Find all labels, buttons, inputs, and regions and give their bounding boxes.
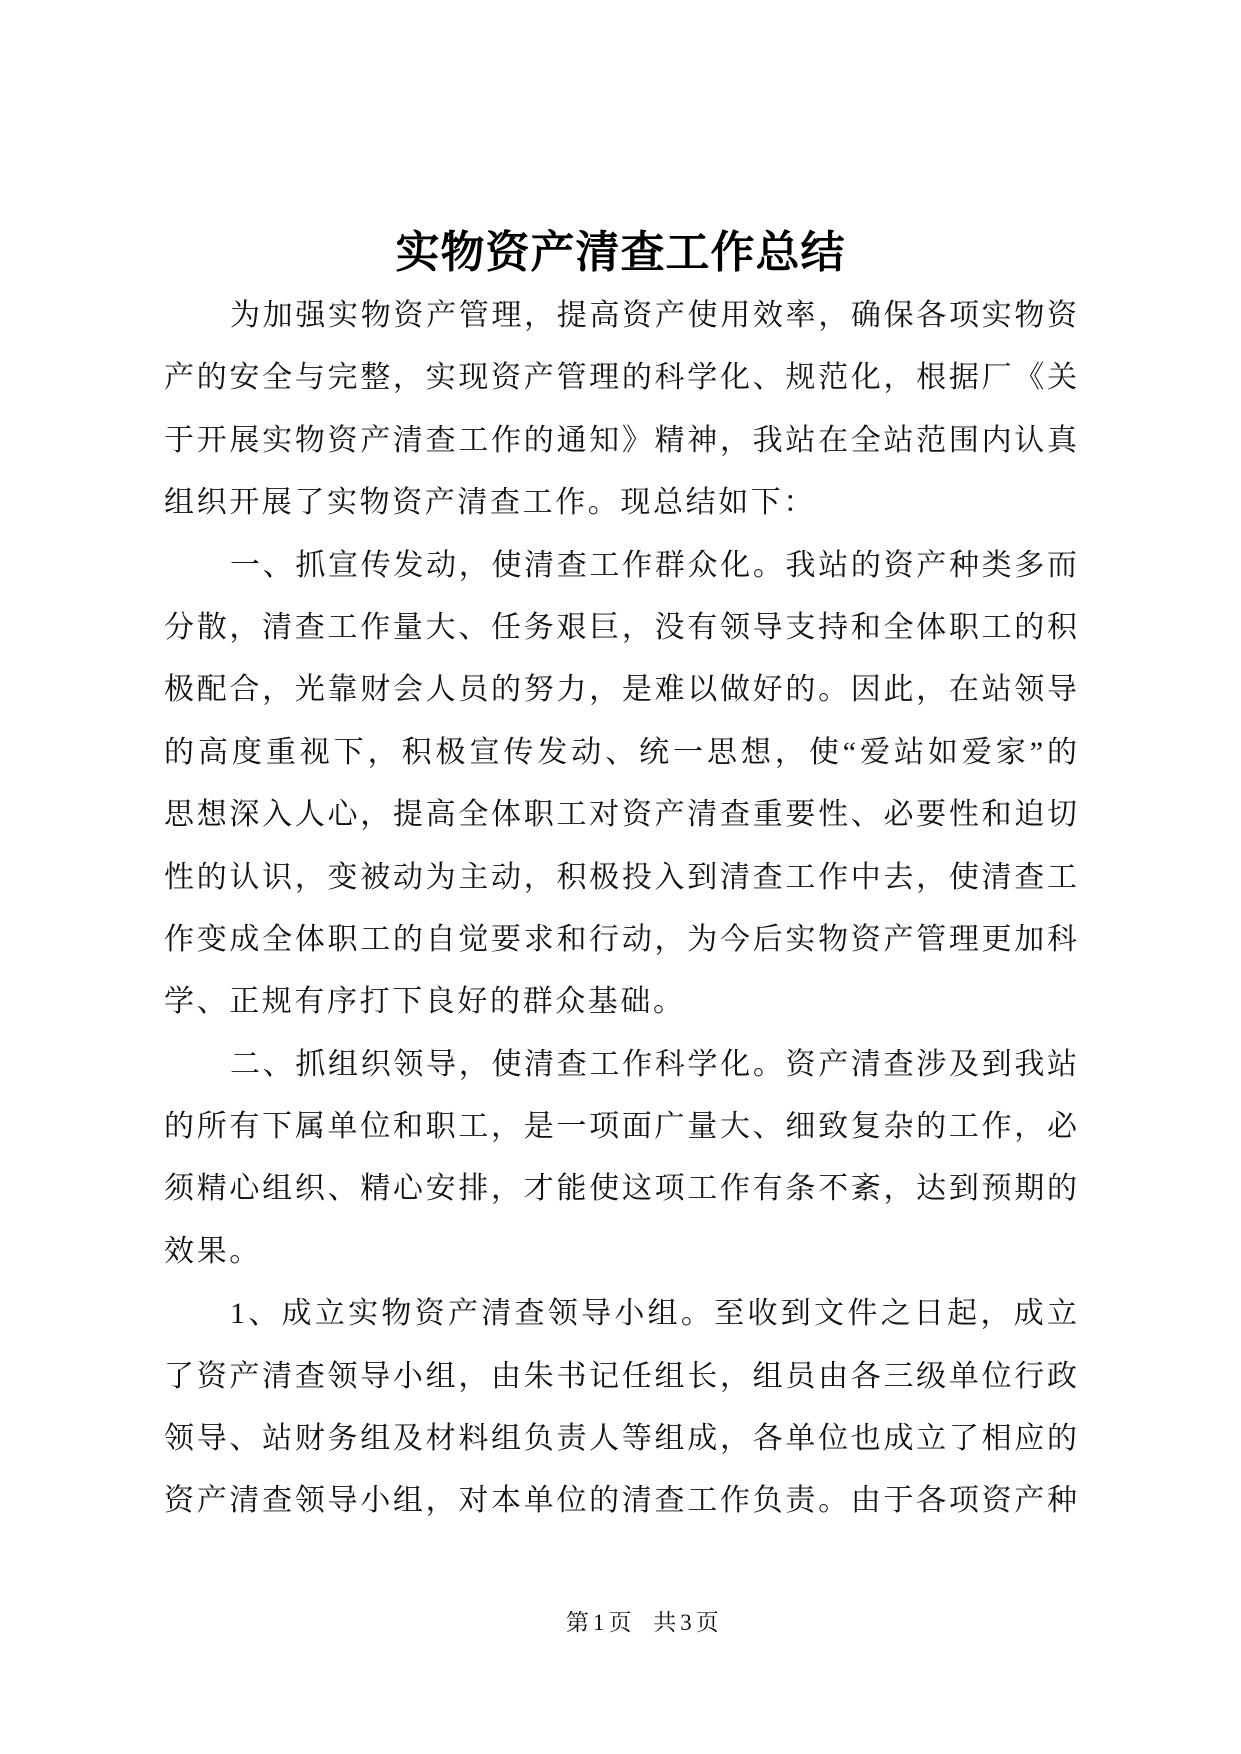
text-line: 于开展实物资产清查工作的通知》精神，我站在全站范围内认真 (164, 423, 1077, 457)
text-line: 二、抓组织领导，使清查工作科学化。资产清查涉及到我站 (230, 1047, 1077, 1081)
text-line: 思想深入人心，提高全体职工对资产清查重要性、必要性和迫切 (164, 798, 1077, 832)
text-line: 领导、站财务组及材料组负责人等组成，各单位也成立了相应的 (164, 1422, 1077, 1456)
text-line: 为加强实物资产管理，提高资产使用效率，确保各项实物资 (230, 299, 1077, 332)
paragraph-intro (164, 285, 1077, 535)
text-line: 资产清查领导小组，对本单位的清查工作负责。由于各项资产种 (164, 1484, 1077, 1518)
text-line: 学、正规有序打下良好的群众基础。 (164, 985, 686, 1019)
text-line: 的高度重视下，积极宣传发动、统一思想，使“爱站如爱家”的 (164, 735, 1077, 769)
text-line: 须精心组织、精心安排，才能使这项工作有条不紊，达到预期的 (164, 1172, 1077, 1206)
text-line: 性的认识，变被动为主动，积极投入到清查工作中去，使清查工 (164, 860, 1077, 894)
text-line: 一、抓宣传发动，使清查工作群众化。我站的资产种类多而 (230, 548, 1077, 582)
text-line: 作变成全体职工的自觉要求和行动，为今后实物资产管理更加科 (164, 922, 1077, 956)
text-line: 了资产清查领导小组，由朱书记任组长，组员由各三级单位行政 (164, 1359, 1077, 1393)
text-line: 1、成立实物资产清查领导小组。至收到文件之日起，成立 (230, 1297, 1077, 1331)
text-line: 分散，清查工作量大、任务艰巨，没有领导支持和全体职工的积 (164, 610, 1077, 644)
text-line: 效果。 (164, 1234, 262, 1268)
paragraph-section-1 (164, 535, 1077, 1034)
document-body (164, 285, 1077, 1533)
paragraph-item-1 (164, 1283, 1077, 1533)
text-line: 极配合，光靠财会人员的努力，是难以做好的。因此，在站领导 (164, 673, 1077, 707)
text-line: 的所有下属单位和职工，是一项面广量大、细致复杂的工作，必 (164, 1110, 1077, 1144)
text-line: 组织开展了实物资产清查工作。现总结如下： (164, 486, 816, 520)
text-line: 产的安全与完整，实现资产管理的科学化、规范化，根据厂《关 (164, 361, 1077, 395)
document-title: 实物资产清查工作总结 (395, 228, 846, 277)
page-footer: 第1页 共3页 (566, 1610, 723, 1635)
paragraph-section-2 (164, 1034, 1077, 1284)
